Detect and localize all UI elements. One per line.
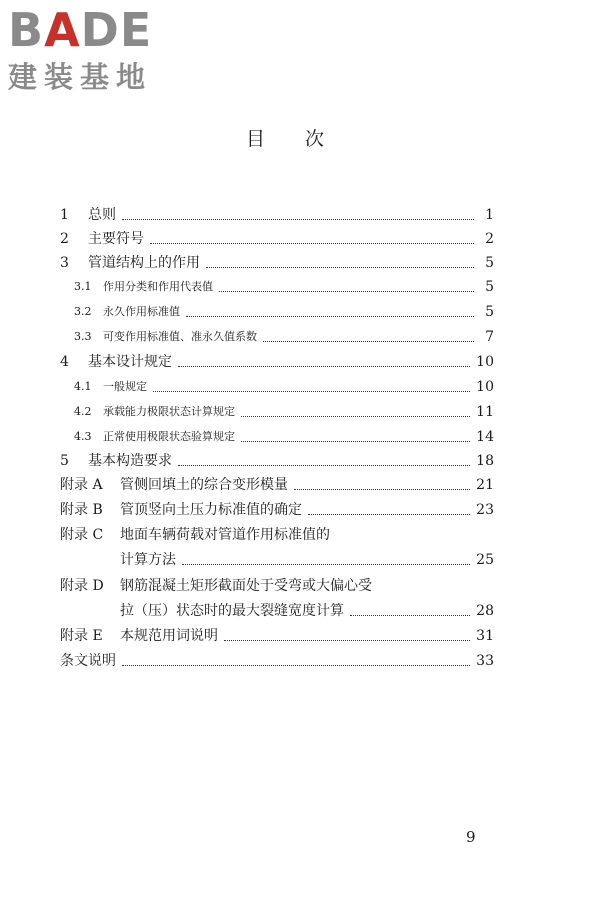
- toc-leader-dots: [178, 366, 470, 367]
- toc-entry-page: 5: [485, 255, 494, 271]
- toc-leader-dots: [178, 465, 470, 466]
- toc-entry-number: 附录 A: [60, 477, 103, 493]
- toc-leader-dots: [294, 489, 470, 490]
- toc-entry-page: 7: [485, 329, 494, 345]
- toc-entry-page: 25: [476, 552, 494, 568]
- toc-leader-dots: [122, 665, 470, 666]
- logo-letters-de: DE: [80, 3, 153, 57]
- toc-entry-page: 23: [476, 502, 494, 518]
- toc-leader-dots: [219, 291, 474, 292]
- toc-entry-number: 3.1: [74, 280, 92, 293]
- toc-entry-page: 31: [476, 628, 494, 644]
- toc-leader-dots: [350, 615, 470, 616]
- page-title: 目次: [245, 128, 364, 150]
- toc-leader-dots: [153, 391, 470, 392]
- toc-subentry[interactable]: [60, 374, 494, 396]
- toc-entry-label: 本规范用词说明: [120, 628, 218, 644]
- page-number: 9: [466, 828, 476, 846]
- toc-entry-label: 总则: [88, 207, 116, 223]
- toc-entry-label: 作用分类和作用代表值: [103, 280, 213, 293]
- toc-appendix-entry[interactable]: [60, 472, 494, 494]
- toc-entry-number: 3.2: [74, 305, 92, 318]
- logo-wordmark: [8, 3, 178, 57]
- toc-entry-page: 33: [476, 653, 494, 669]
- toc-entry-label: 钢筋混凝土矩形截面处于受弯或大偏心受: [120, 578, 372, 594]
- toc-appendix-entry[interactable]: [60, 522, 494, 544]
- toc-appendix-entry[interactable]: [60, 573, 494, 595]
- toc-appendix-entry[interactable]: [60, 497, 494, 519]
- toc-entry-number: 4.3: [74, 430, 92, 443]
- toc-entry-page: 11: [476, 404, 494, 420]
- logo-letter-b: B: [8, 3, 45, 57]
- toc-subentry[interactable]: [60, 424, 494, 446]
- toc-appendix-entry-continuation[interactable]: [60, 598, 494, 620]
- toc-entry-number: 附录 B: [60, 502, 103, 518]
- toc-entry-number: 4: [60, 354, 69, 370]
- toc-entry-label: 条文说明: [60, 653, 116, 669]
- toc-entry-number: 5: [60, 453, 69, 469]
- toc-subentry[interactable]: [60, 274, 494, 296]
- toc-entry-label: 承载能力极限状态计算规定: [103, 405, 235, 418]
- toc-entry-label-continuation: 拉（压）状态时的最大裂缝宽度计算: [120, 603, 344, 619]
- toc-subentry[interactable]: [60, 399, 494, 421]
- toc-entry-number: 附录 E: [60, 628, 103, 644]
- toc-leader-dots: [206, 267, 474, 268]
- toc-leader-dots: [182, 564, 470, 565]
- toc-entry-page: 14: [476, 429, 494, 445]
- toc-entry-page: 1: [485, 207, 494, 223]
- toc-entry-label: 地面车辆荷载对管道作用标准值的: [120, 527, 330, 543]
- toc-entry-page: 5: [485, 279, 494, 295]
- toc-entry-number: 3: [60, 255, 69, 271]
- toc-entry[interactable]: [60, 226, 494, 248]
- toc-entry-number: 附录 D: [60, 578, 104, 594]
- toc-leader-dots: [150, 243, 474, 244]
- toc-leader-dots: [263, 341, 474, 342]
- toc-leader-dots: [224, 640, 470, 641]
- toc-entry-label: 一般规定: [103, 380, 147, 393]
- toc-entry-label: 正常使用极限状态验算规定: [103, 430, 235, 443]
- toc-leader-dots: [122, 219, 474, 220]
- toc-appendix-entry[interactable]: [60, 623, 494, 645]
- toc-entry-page: 28: [476, 603, 494, 619]
- toc-entry-page: 10: [476, 354, 494, 370]
- toc-leader-dots: [308, 514, 470, 515]
- toc-appendix-entry-continuation[interactable]: [60, 547, 494, 569]
- toc-entry-label: 管侧回填土的综合变形模量: [120, 477, 288, 493]
- toc-entry-page: 10: [476, 379, 494, 395]
- toc-entry-number: 附录 C: [60, 527, 104, 543]
- toc-entry-label: 管道结构上的作用: [88, 255, 200, 271]
- toc-subentry[interactable]: [60, 324, 494, 346]
- toc-leader-dots: [241, 416, 470, 417]
- logo-subtitle: 建装基地: [8, 60, 153, 94]
- toc-entry-label: 基本构造要求: [88, 453, 172, 469]
- toc-entry-page: 18: [476, 453, 494, 469]
- toc-entry-label: 基本设计规定: [88, 354, 172, 370]
- toc-entry-page: 21: [476, 477, 494, 493]
- toc-entry-number: 2: [60, 231, 69, 247]
- logo-letter-a: A: [44, 3, 81, 57]
- toc-entry-number: 3.3: [74, 330, 92, 343]
- toc-entry[interactable]: [60, 349, 494, 371]
- toc-entry-number: 4.2: [74, 405, 92, 418]
- toc-entry-label: 可变作用标准值、准永久值系数: [103, 330, 257, 343]
- toc-entry[interactable]: [60, 648, 494, 670]
- toc-entry-label: 主要符号: [88, 231, 144, 247]
- toc-entry-number: 1: [60, 207, 69, 223]
- toc-entry[interactable]: [60, 202, 494, 224]
- toc-entry[interactable]: [60, 250, 494, 272]
- toc-entry-page: 5: [485, 304, 494, 320]
- toc-entry-label-continuation: 计算方法: [120, 552, 176, 568]
- toc-leader-dots: [186, 316, 474, 317]
- toc-subentry[interactable]: [60, 299, 494, 321]
- logo: [8, 3, 178, 94]
- toc-entry-number: 4.1: [74, 380, 92, 393]
- toc-entry-page: 2: [485, 231, 494, 247]
- toc-entry-label: 永久作用标准值: [103, 305, 180, 318]
- toc-entry[interactable]: [60, 448, 494, 470]
- toc-leader-dots: [241, 441, 470, 442]
- toc-entry-label: 管顶竖向土压力标准值的确定: [120, 502, 302, 518]
